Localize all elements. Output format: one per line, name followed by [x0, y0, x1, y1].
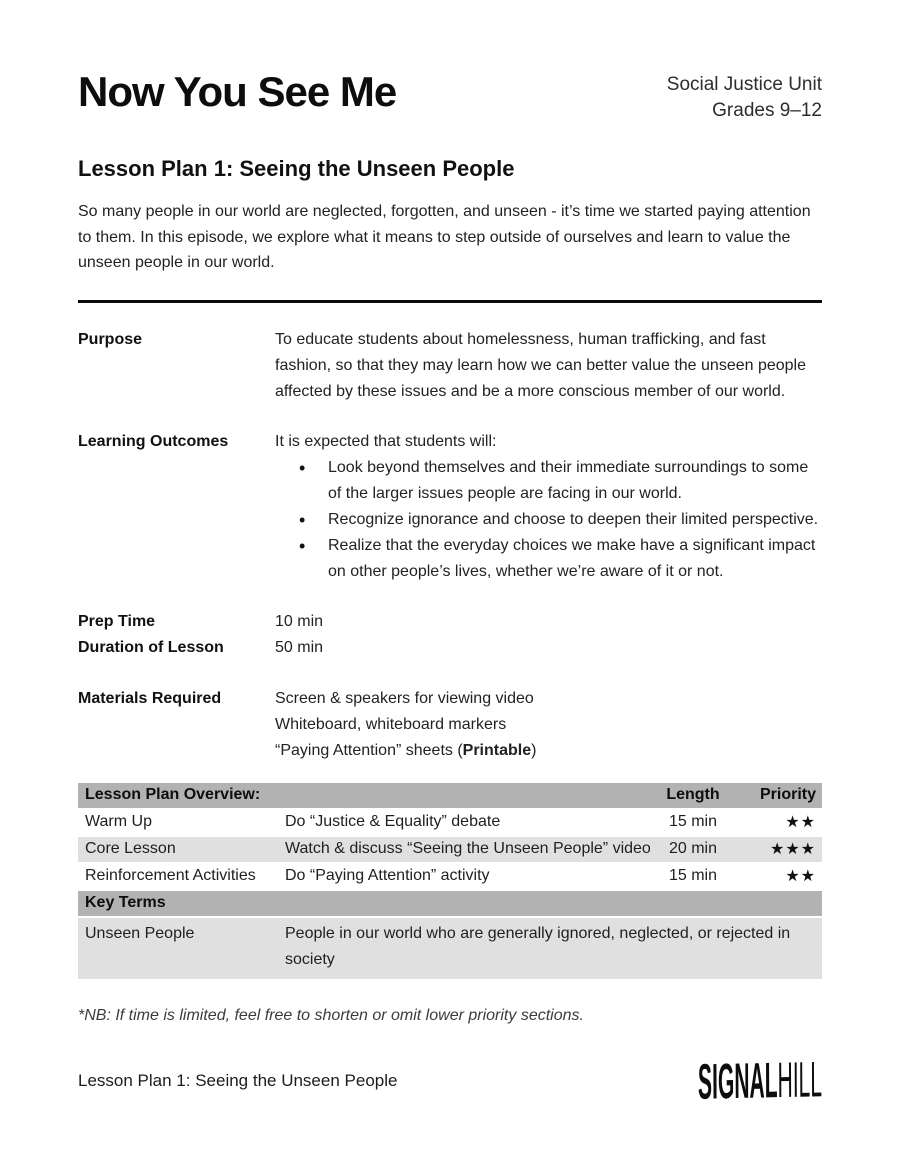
priority-stars: ★★★: [769, 841, 816, 858]
nb-note: *NB: If time is limited, feel free to shorten or omit lower priority sections.: [78, 1006, 584, 1024]
materials-section: [78, 686, 822, 764]
duration-label: Duration of Lesson: [78, 638, 224, 656]
logo-signal-part: SIGNAL: [697, 1052, 778, 1110]
duration-value: 50 min: [275, 638, 324, 656]
section-divider: [78, 300, 822, 303]
document-meta: [667, 68, 822, 124]
activity-name: Core Lesson: [85, 840, 176, 857]
printable-emphasis: Printable: [462, 741, 532, 759]
unit-name: Social Justice Unit: [666, 74, 822, 95]
prep-time-value: 10 min: [275, 612, 324, 630]
activity-name: Warm Up: [85, 813, 152, 830]
learning-outcomes-section: [78, 429, 822, 585]
prep-time-label: Prep Time: [78, 612, 156, 630]
document-footer: [78, 1051, 823, 1110]
footer-lesson-title: Lesson Plan 1: Seeing the Unseen People: [78, 1070, 398, 1090]
overview-table-header: [78, 783, 822, 808]
key-term-definition: People in our world who are generally ignored, neglected, or rejected in society: [285, 924, 791, 968]
outcome-item: • Recognize ignorance and choose to deepen their limited perspective.: [275, 507, 822, 533]
key-terms-header-label: Key Terms: [85, 894, 166, 911]
material-text: ): [531, 741, 537, 759]
document-title: Now You See Me: [78, 68, 397, 115]
logo-hill-part: HILL: [777, 1051, 823, 1109]
material-item: Whiteboard, whiteboard markers: [275, 715, 507, 733]
prep-time-row: [78, 609, 822, 635]
table-row: [78, 837, 822, 862]
material-item: [275, 738, 822, 764]
overview-header-label: Lesson Plan Overview:: [85, 786, 261, 803]
lesson-heading: Lesson Plan 1: Seeing the Unseen People: [78, 156, 515, 181]
purpose-text: To educate students about homelessness, human trafficking, and fast fashion, so that they may learn how we can better value the unseen people affected by these issues and be a more conscious member of our world.: [275, 330, 807, 400]
lesson-intro: So many people in our world are neglected, forgotten, and unseen - it’s time we started paying attention to them. In this episode, we explore what it means to step outside of ourselves and learn to value the unseen people in our world.: [78, 203, 811, 271]
lesson-details: [78, 327, 822, 764]
signalhill-logo-text: [697, 1051, 823, 1110]
material-item: Screen & speakers for viewing video: [275, 689, 534, 707]
activity-description: Watch & discuss “Seeing the Unseen People” video: [285, 840, 651, 857]
materials-label: Materials Required: [78, 689, 222, 707]
outcome-item: • Look beyond themselves and their immediate surroundings to some of the larger issues people are facing in our world.: [275, 455, 822, 507]
activity-description: Do “Justice & Equality” debate: [285, 813, 501, 830]
priority-stars: ★★: [785, 814, 816, 831]
purpose-label: Purpose: [78, 330, 143, 348]
purpose-section: [78, 327, 822, 405]
key-terms-header: [78, 891, 822, 916]
table-row: [78, 864, 822, 889]
key-term-name: Unseen People: [85, 924, 195, 942]
outcome-item: • Realize that the everyday choices we make have a significant impact on other people’s lives, whether we’re aware of it or not.: [275, 533, 822, 585]
activity-length: 15 min: [668, 813, 718, 830]
priority-column-header: Priority: [759, 786, 816, 803]
grade-range: Grades 9–12: [712, 100, 822, 121]
length-column-header: Length: [666, 786, 720, 803]
materials-list: [275, 686, 822, 764]
outcomes-intro: It is expected that students will:: [275, 432, 497, 450]
document-header: [78, 68, 822, 124]
learning-outcomes-label: Learning Outcomes: [78, 432, 229, 450]
priority-stars: ★★: [785, 868, 816, 885]
learning-outcomes-content: [275, 429, 822, 585]
lesson-overview-table: [78, 783, 822, 979]
material-text: “Paying Attention” sheets (: [275, 741, 463, 759]
activity-length: 20 min: [668, 840, 718, 857]
activity-name: Reinforcement Activities: [85, 867, 256, 884]
signalhill-logo: [672, 1051, 823, 1110]
table-row: [78, 810, 822, 835]
duration-row: [78, 635, 822, 661]
activity-description: Do “Paying Attention” activity: [285, 867, 490, 884]
outcomes-list: [275, 455, 822, 585]
key-term-row: [78, 918, 822, 979]
activity-length: 15 min: [668, 867, 718, 884]
